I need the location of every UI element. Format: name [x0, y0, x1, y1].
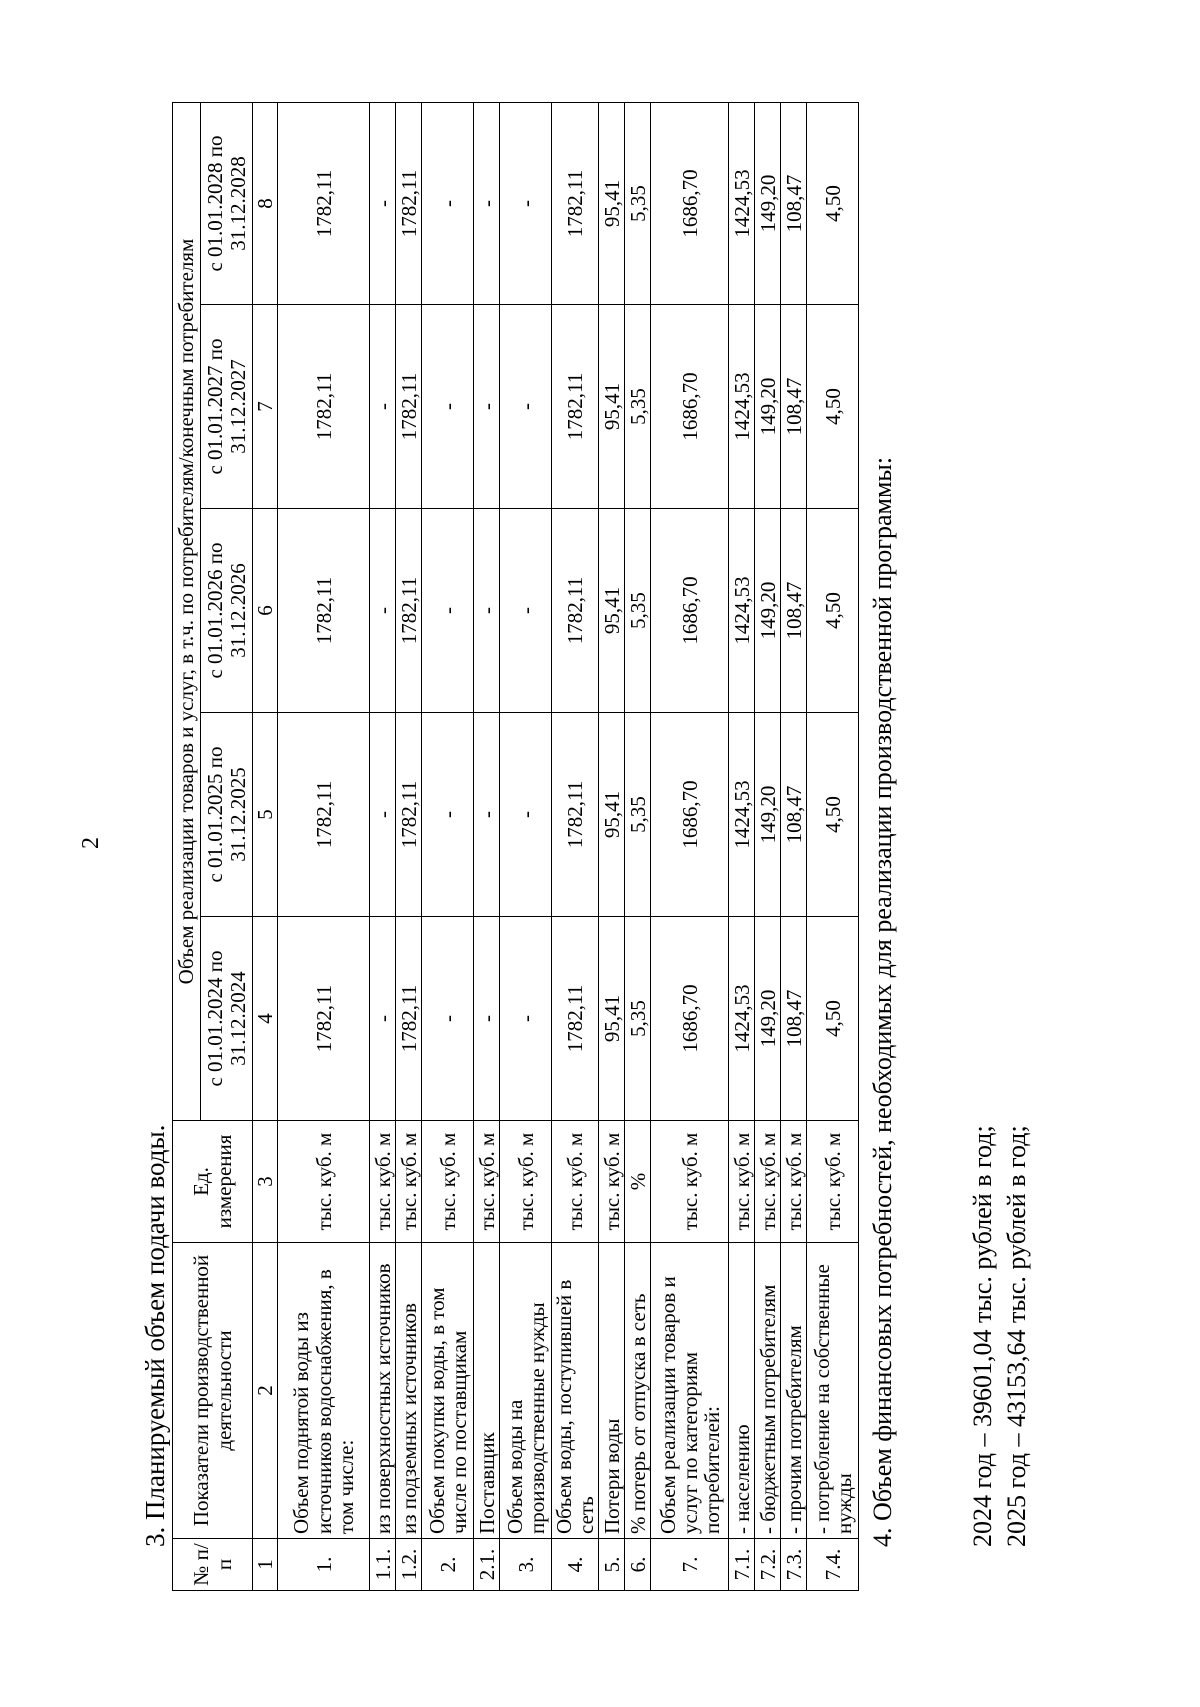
row-value-cell: 1686,70 [651, 305, 729, 509]
row-value-cell: - [370, 713, 396, 917]
header-num: № п/п [173, 1539, 253, 1591]
table-row [552, 102, 599, 1590]
financial-line-2025: 2025 год – 43153,64 тыс. рублей в год; [1002, 1125, 1031, 1547]
row-value-cell: - [370, 102, 396, 304]
row-value-cell: 1782,11 [396, 305, 422, 509]
column-number: 3 [253, 1121, 278, 1243]
table-row [729, 102, 755, 1590]
row-value-cell: 95,41 [599, 917, 625, 1121]
row-value-cell: - [370, 509, 396, 713]
row-value-cell: 5,35 [625, 917, 651, 1121]
row-value-cell: 149,20 [755, 305, 781, 509]
header-period: с 01.01.2028 по 31.12.2028 [201, 102, 253, 304]
column-number: 6 [253, 509, 278, 713]
row-value-cell: - [422, 305, 474, 509]
row-indicator-cell: % потерь от отпуска в сеть [625, 1243, 651, 1539]
row-value-cell: 1686,70 [651, 917, 729, 1121]
row-value-cell: 1686,70 [651, 102, 729, 304]
row-value-cell: - [500, 509, 552, 713]
row-value-cell: 108,47 [781, 305, 807, 509]
row-value-cell: 4,50 [807, 713, 859, 917]
row-value-cell: 1782,11 [396, 509, 422, 713]
row-value-cell: - [474, 917, 500, 1121]
row-indicator-cell: Объем воды на производственные нужды [500, 1243, 552, 1539]
row-indicator-cell: - населению [729, 1243, 755, 1539]
row-value-cell: 1782,11 [552, 713, 599, 917]
row-value-cell: 4,50 [807, 917, 859, 1121]
table-row [474, 102, 500, 1590]
row-value-cell: 108,47 [781, 917, 807, 1121]
row-unit-cell: тыс. куб. м [781, 1121, 807, 1243]
header-unit: Ед. измерения [173, 1121, 253, 1243]
row-value-cell: - [422, 509, 474, 713]
row-num-cell: 7. [651, 1539, 729, 1591]
water-supply-table [172, 102, 859, 1591]
table-body [278, 102, 859, 1590]
row-num-cell: 7.1. [729, 1539, 755, 1591]
row-num-cell: 4. [552, 1539, 599, 1591]
row-value-cell: 1424,53 [729, 102, 755, 304]
row-unit-cell: тыс. куб. м [422, 1121, 474, 1243]
row-value-cell: - [422, 102, 474, 304]
row-value-cell: 108,47 [781, 102, 807, 304]
row-value-cell: 1424,53 [729, 509, 755, 713]
row-value-cell: - [474, 713, 500, 917]
page-number: 2 [78, 837, 104, 849]
row-value-cell: 95,41 [599, 305, 625, 509]
row-value-cell: 1686,70 [651, 509, 729, 713]
row-value-cell: 5,35 [625, 509, 651, 713]
row-value-cell: 1782,11 [552, 305, 599, 509]
table-row [807, 102, 859, 1590]
table-row [625, 102, 651, 1590]
row-unit-cell: тыс. куб. м [599, 1121, 625, 1243]
row-value-cell: 149,20 [755, 713, 781, 917]
row-value-cell: 1782,11 [552, 509, 599, 713]
row-num-cell: 2. [422, 1539, 474, 1591]
header-period: с 01.01.2026 по 31.12.2026 [201, 509, 253, 713]
row-num-cell: 1.1. [370, 1539, 396, 1591]
row-unit-cell: тыс. куб. м [370, 1121, 396, 1243]
row-value-cell: 149,20 [755, 102, 781, 304]
row-value-cell: - [474, 305, 500, 509]
row-value-cell: 1782,11 [396, 713, 422, 917]
row-value-cell: - [500, 305, 552, 509]
row-num-cell: 6. [625, 1539, 651, 1591]
row-value-cell: 5,35 [625, 102, 651, 304]
row-value-cell: 95,41 [599, 102, 625, 304]
row-value-cell: - [370, 305, 396, 509]
row-num-cell: 1. [278, 1539, 370, 1591]
row-value-cell: 95,41 [599, 713, 625, 917]
section-4-title: 4. Объем финансовых потребностей, необходимых для реализации производственной программы: [868, 456, 897, 1547]
section-3-title: 3. Планируемый объем подачи воды. [140, 1124, 170, 1547]
row-unit-cell: тыс. куб. м [807, 1121, 859, 1243]
row-value-cell: - [422, 713, 474, 917]
column-number: 5 [253, 713, 278, 917]
row-value-cell: 149,20 [755, 509, 781, 713]
header-period: с 01.01.2025 по 31.12.2025 [201, 713, 253, 917]
row-indicator-cell: - прочим потребителям [781, 1243, 807, 1539]
row-num-cell: 5. [599, 1539, 625, 1591]
row-value-cell: 1424,53 [729, 305, 755, 509]
header-indicator: Показатели производственной деятельности [173, 1243, 253, 1539]
table-row [370, 102, 396, 1590]
financial-line-2024: 2024 год – 39601,04 тыс. рублей в год; [968, 1125, 997, 1547]
row-num-cell: 3. [500, 1539, 552, 1591]
row-value-cell: - [500, 917, 552, 1121]
row-num-cell: 7.2. [755, 1539, 781, 1591]
row-value-cell: 1782,11 [278, 305, 370, 509]
row-value-cell: 4,50 [807, 509, 859, 713]
row-num-cell: 2.1. [474, 1539, 500, 1591]
row-indicator-cell: Объем реализации товаров и услуг по категориям потребителей: [651, 1243, 729, 1539]
row-indicator-cell: Объем покупки воды, в том числе по поставщикам [422, 1243, 474, 1539]
header-period: с 01.01.2024 по 31.12.2024 [201, 917, 253, 1121]
row-value-cell: - [370, 917, 396, 1121]
table-row [396, 102, 422, 1590]
row-indicator-cell: Объем воды, поступившей в сеть [552, 1243, 599, 1539]
row-value-cell: 1782,11 [552, 917, 599, 1121]
row-num-cell: 1.2. [396, 1539, 422, 1591]
row-unit-cell: тыс. куб. м [729, 1121, 755, 1243]
row-value-cell: - [500, 713, 552, 917]
column-number: 8 [253, 102, 278, 304]
row-value-cell: 4,50 [807, 102, 859, 304]
row-indicator-cell: из подземных источников [396, 1243, 422, 1539]
column-number: 2 [253, 1243, 278, 1539]
row-value-cell: 5,35 [625, 713, 651, 917]
row-value-cell: 1424,53 [729, 713, 755, 917]
row-value-cell: 1782,11 [278, 917, 370, 1121]
row-indicator-cell: Потери воды [599, 1243, 625, 1539]
column-number: 7 [253, 305, 278, 509]
row-value-cell: - [422, 917, 474, 1121]
row-unit-cell: тыс. куб. м [552, 1121, 599, 1243]
table-row [422, 102, 474, 1590]
row-value-cell: 1424,53 [729, 917, 755, 1121]
row-value-cell: - [474, 509, 500, 713]
row-unit-cell: тыс. куб. м [474, 1121, 500, 1243]
row-indicator-cell: - бюджетным потребителям [755, 1243, 781, 1539]
row-unit-cell: тыс. куб. м [278, 1121, 370, 1243]
row-value-cell: 1782,11 [396, 917, 422, 1121]
table-row [781, 102, 807, 1590]
header-group: Объем реализации товаров и услуг, в т.ч. по потребителям/конечным потребителям [173, 102, 201, 1120]
row-unit-cell: тыс. куб. м [651, 1121, 729, 1243]
row-num-cell: 7.4. [807, 1539, 859, 1591]
row-value-cell: 95,41 [599, 509, 625, 713]
row-value-cell: 1782,11 [278, 102, 370, 304]
row-value-cell: - [500, 102, 552, 304]
row-indicator-cell: - потребление на собственные нужды [807, 1243, 859, 1539]
row-indicator-cell: Поставщик [474, 1243, 500, 1539]
row-indicator-cell: из поверхностных источников [370, 1243, 396, 1539]
row-indicator-cell: Объем поднятой воды из источников водоснабжения, в том числе: [278, 1243, 370, 1539]
row-value-cell: - [474, 102, 500, 304]
row-value-cell: 1782,11 [278, 509, 370, 713]
table-row [599, 102, 625, 1590]
table-row [500, 102, 552, 1590]
table-row [651, 102, 729, 1590]
row-num-cell: 7.3. [781, 1539, 807, 1591]
column-number: 1 [253, 1539, 278, 1591]
row-unit-cell: тыс. куб. м [500, 1121, 552, 1243]
row-unit-cell: тыс. куб. м [396, 1121, 422, 1243]
table-row [278, 102, 370, 1590]
row-value-cell: 5,35 [625, 305, 651, 509]
row-unit-cell: % [625, 1121, 651, 1243]
table-row [755, 102, 781, 1590]
row-value-cell: 108,47 [781, 509, 807, 713]
header-period: с 01.01.2027 по 31.12.2027 [201, 305, 253, 509]
column-number: 4 [253, 917, 278, 1121]
row-value-cell: 1782,11 [552, 102, 599, 304]
row-value-cell: 4,50 [807, 305, 859, 509]
row-value-cell: 149,20 [755, 917, 781, 1121]
row-value-cell: 1782,11 [396, 102, 422, 304]
row-value-cell: 1782,11 [278, 713, 370, 917]
row-unit-cell: тыс. куб. м [755, 1121, 781, 1243]
row-value-cell: 108,47 [781, 713, 807, 917]
row-value-cell: 1686,70 [651, 713, 729, 917]
